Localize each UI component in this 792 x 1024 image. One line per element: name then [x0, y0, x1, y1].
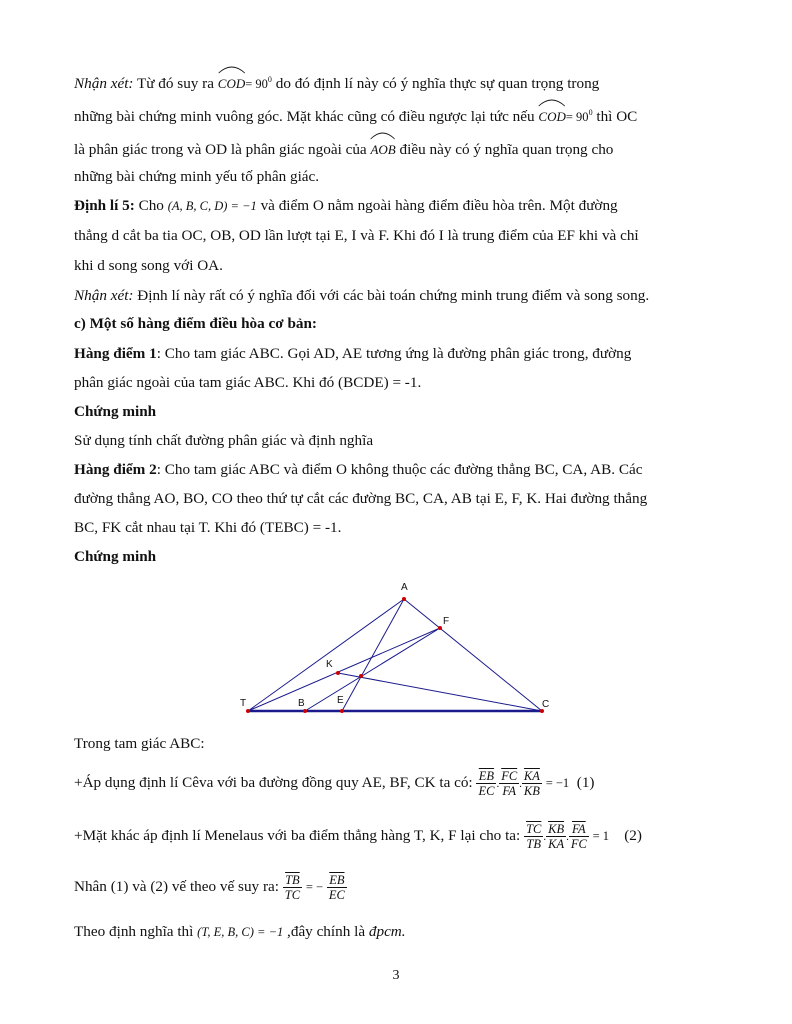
text: +Áp dụng định lí Cêva với ba đường đồng quy AE, BF, CK ta có:	[74, 774, 473, 791]
text: những bài chứng minh vuông góc. Mặt khác cũng có điều ngược lại tức nếu	[74, 108, 535, 126]
label-e: E	[337, 695, 344, 706]
angle-aob: AOB	[370, 137, 395, 160]
theorem-5	[74, 196, 720, 216]
degree-sup: 0	[588, 108, 593, 117]
result-line	[74, 869, 720, 905]
remark-label: Nhận xét:	[74, 75, 134, 93]
theorem-5-line-3: khi d song song với OA.	[74, 257, 223, 274]
text: thì OC	[596, 108, 638, 126]
text: điều này có ý nghĩa quan trọng cho	[399, 141, 614, 158]
point-a	[402, 597, 406, 601]
point-b	[303, 709, 307, 713]
degree-sup: 0	[267, 75, 272, 84]
label-c: C	[542, 699, 550, 710]
proof-1-text: Sử dụng tính chất đường phân giác và định nghĩa	[74, 432, 374, 449]
fraction-ka-kb: $\frac{\overline{KA}}{KB}$	[523, 769, 540, 799]
fraction-eb-ec: $\frac{\overline{EB}}{EC}$	[478, 769, 495, 799]
remark-label: Nhận xét:	[74, 287, 134, 304]
math-cross-ratio: (A, B, C, D) = −1	[167, 199, 257, 213]
text: : Cho tam giác ABC và điểm O không thuộc các đường thẳng BC, CA, AB. Các	[156, 461, 643, 478]
label-b: B	[298, 698, 305, 709]
range-1	[74, 344, 720, 364]
range-label: Hàng điểm 2	[74, 461, 157, 478]
range-1-line-2: phân giác ngoài của tam giác ABC. Khi đó (BCDE) = -1.	[74, 374, 422, 391]
paragraph-line-2	[74, 103, 720, 127]
text: Theo định nghĩa thì	[74, 923, 194, 940]
line-at	[248, 599, 404, 711]
equation-tag: (1)	[576, 774, 595, 791]
line-ac	[404, 599, 542, 711]
qed-text: đpcm.	[368, 923, 406, 940]
proof-2-intro: Trong tam giác ABC:	[74, 735, 205, 752]
paragraph-remark-1	[74, 70, 720, 94]
section-heading-c: c) Một số hàng điểm điều hòa cơ bản:	[74, 315, 317, 332]
range-2-line-3: BC, FK cắt nhau tại T. Khi đó (TEBC) = -1.	[74, 519, 342, 536]
text: Nhân (1) và (2) vế theo vế suy ra:	[74, 878, 279, 895]
label-k: K	[326, 659, 333, 670]
text: Định lí này rất có ý nghĩa đối với các bài toán chứng minh trung điểm và song song.	[137, 287, 650, 304]
theorem-label: Định lí 5:	[74, 197, 135, 214]
geometry-figure	[230, 578, 560, 718]
proof-heading-1: Chứng minh	[74, 403, 157, 420]
line-ae	[342, 599, 404, 711]
angle-cod: COD	[218, 71, 245, 94]
ceva-line: +Áp dụng định lí Cêva với ba đường đồng quy AE, BF, CK ta có: $\frac{\overline{EB}}{EC}$ . $\frac{\overline{FC}}{FA}$ . $\frac{\overline{KA}}{KB}$ = −1 (1)	[74, 769, 595, 799]
point-t	[246, 709, 250, 713]
range-2	[74, 460, 720, 480]
equals-minus: = −	[305, 880, 324, 894]
equals-90: = 90	[565, 110, 589, 125]
text: ,đây chính là	[287, 923, 366, 940]
range-label: Hàng điểm 1	[74, 345, 157, 362]
line-tf	[248, 628, 440, 711]
angle-cod: COD	[538, 104, 565, 127]
text: +Mặt khác áp định lí Menelaus với ba điểm thẳng hàng T, K, F lại cho ta:	[74, 827, 521, 844]
fraction-fa-fc: $\frac{\overline{FA}}{FC}$	[570, 822, 587, 852]
text: do đó định lí này có ý nghĩa thực sự quan trọng trong	[275, 75, 600, 93]
math-cross-ratio: (T, E, B, C) = −1	[197, 925, 284, 939]
remark-2	[74, 286, 720, 306]
fraction-eb-ec: $\frac{\overline{EB}}{EC}$	[328, 873, 345, 903]
point-e	[340, 709, 344, 713]
text: Từ đó suy ra	[137, 75, 214, 93]
range-2-line-2: đường thẳng AO, BO, CO theo thứ tự cắt các đường BC, CA, AB tại E, F, K. Hai đường thẳng	[74, 490, 648, 507]
text: và điểm O nằm ngoài hàng điểm điều hòa trên. Một đường	[260, 197, 618, 214]
equation-tag: (2)	[624, 827, 642, 844]
fraction-tb-tc: $\frac{\overline{TB}}{TC}$	[284, 873, 301, 903]
label-f: F	[443, 616, 450, 627]
conclusion-line	[74, 922, 720, 942]
point-o	[359, 674, 363, 678]
point-f	[438, 626, 442, 630]
menelaus-line: +Mặt khác áp định lí Menelaus với ba điểm thẳng hàng T, K, F lại cho ta: $\frac{\overline{TC}}{TB}$ . $\frac{\overline{KB}}{KA}$ . $\frac{\overline{FA}}{FC}$ = 1 (2)	[74, 822, 642, 852]
label-t: T	[240, 698, 247, 709]
fraction-kb-ka: $\frac{\overline{KB}}{KA}$	[548, 822, 565, 852]
line-kc	[338, 673, 542, 711]
figure-lines	[248, 599, 542, 711]
proof-heading-2: Chứng minh	[74, 548, 157, 565]
text: là phân giác trong và OD là phân giác ngoài của	[74, 141, 367, 158]
fraction-tc-tb: $\frac{\overline{TC}}{TB}$	[526, 822, 542, 852]
fraction-fc-fa: $\frac{\overline{FC}}{FA}$	[501, 769, 518, 799]
equals-90: = 90	[245, 77, 268, 92]
rhs-minus-one: = −1	[545, 776, 570, 790]
paragraph-line-3	[74, 137, 720, 160]
label-a: A	[401, 582, 408, 593]
paragraph-line-4: những bài chứng minh yếu tố phân giác.	[74, 168, 320, 185]
theorem-5-line-2: thẳng d cắt ba tia OC, OB, OD lần lượt tại E, I và F. Khi đó I là trung điểm của EF khi và chỉ	[74, 227, 639, 244]
rhs-one: = 1	[592, 829, 610, 843]
text: Cho	[138, 197, 164, 214]
page-number: 3	[392, 968, 400, 983]
point-k	[336, 671, 340, 675]
text: : Cho tam giác ABC. Gọi AD, AE tương ứng là đường phân giác trong, đường	[156, 345, 632, 362]
